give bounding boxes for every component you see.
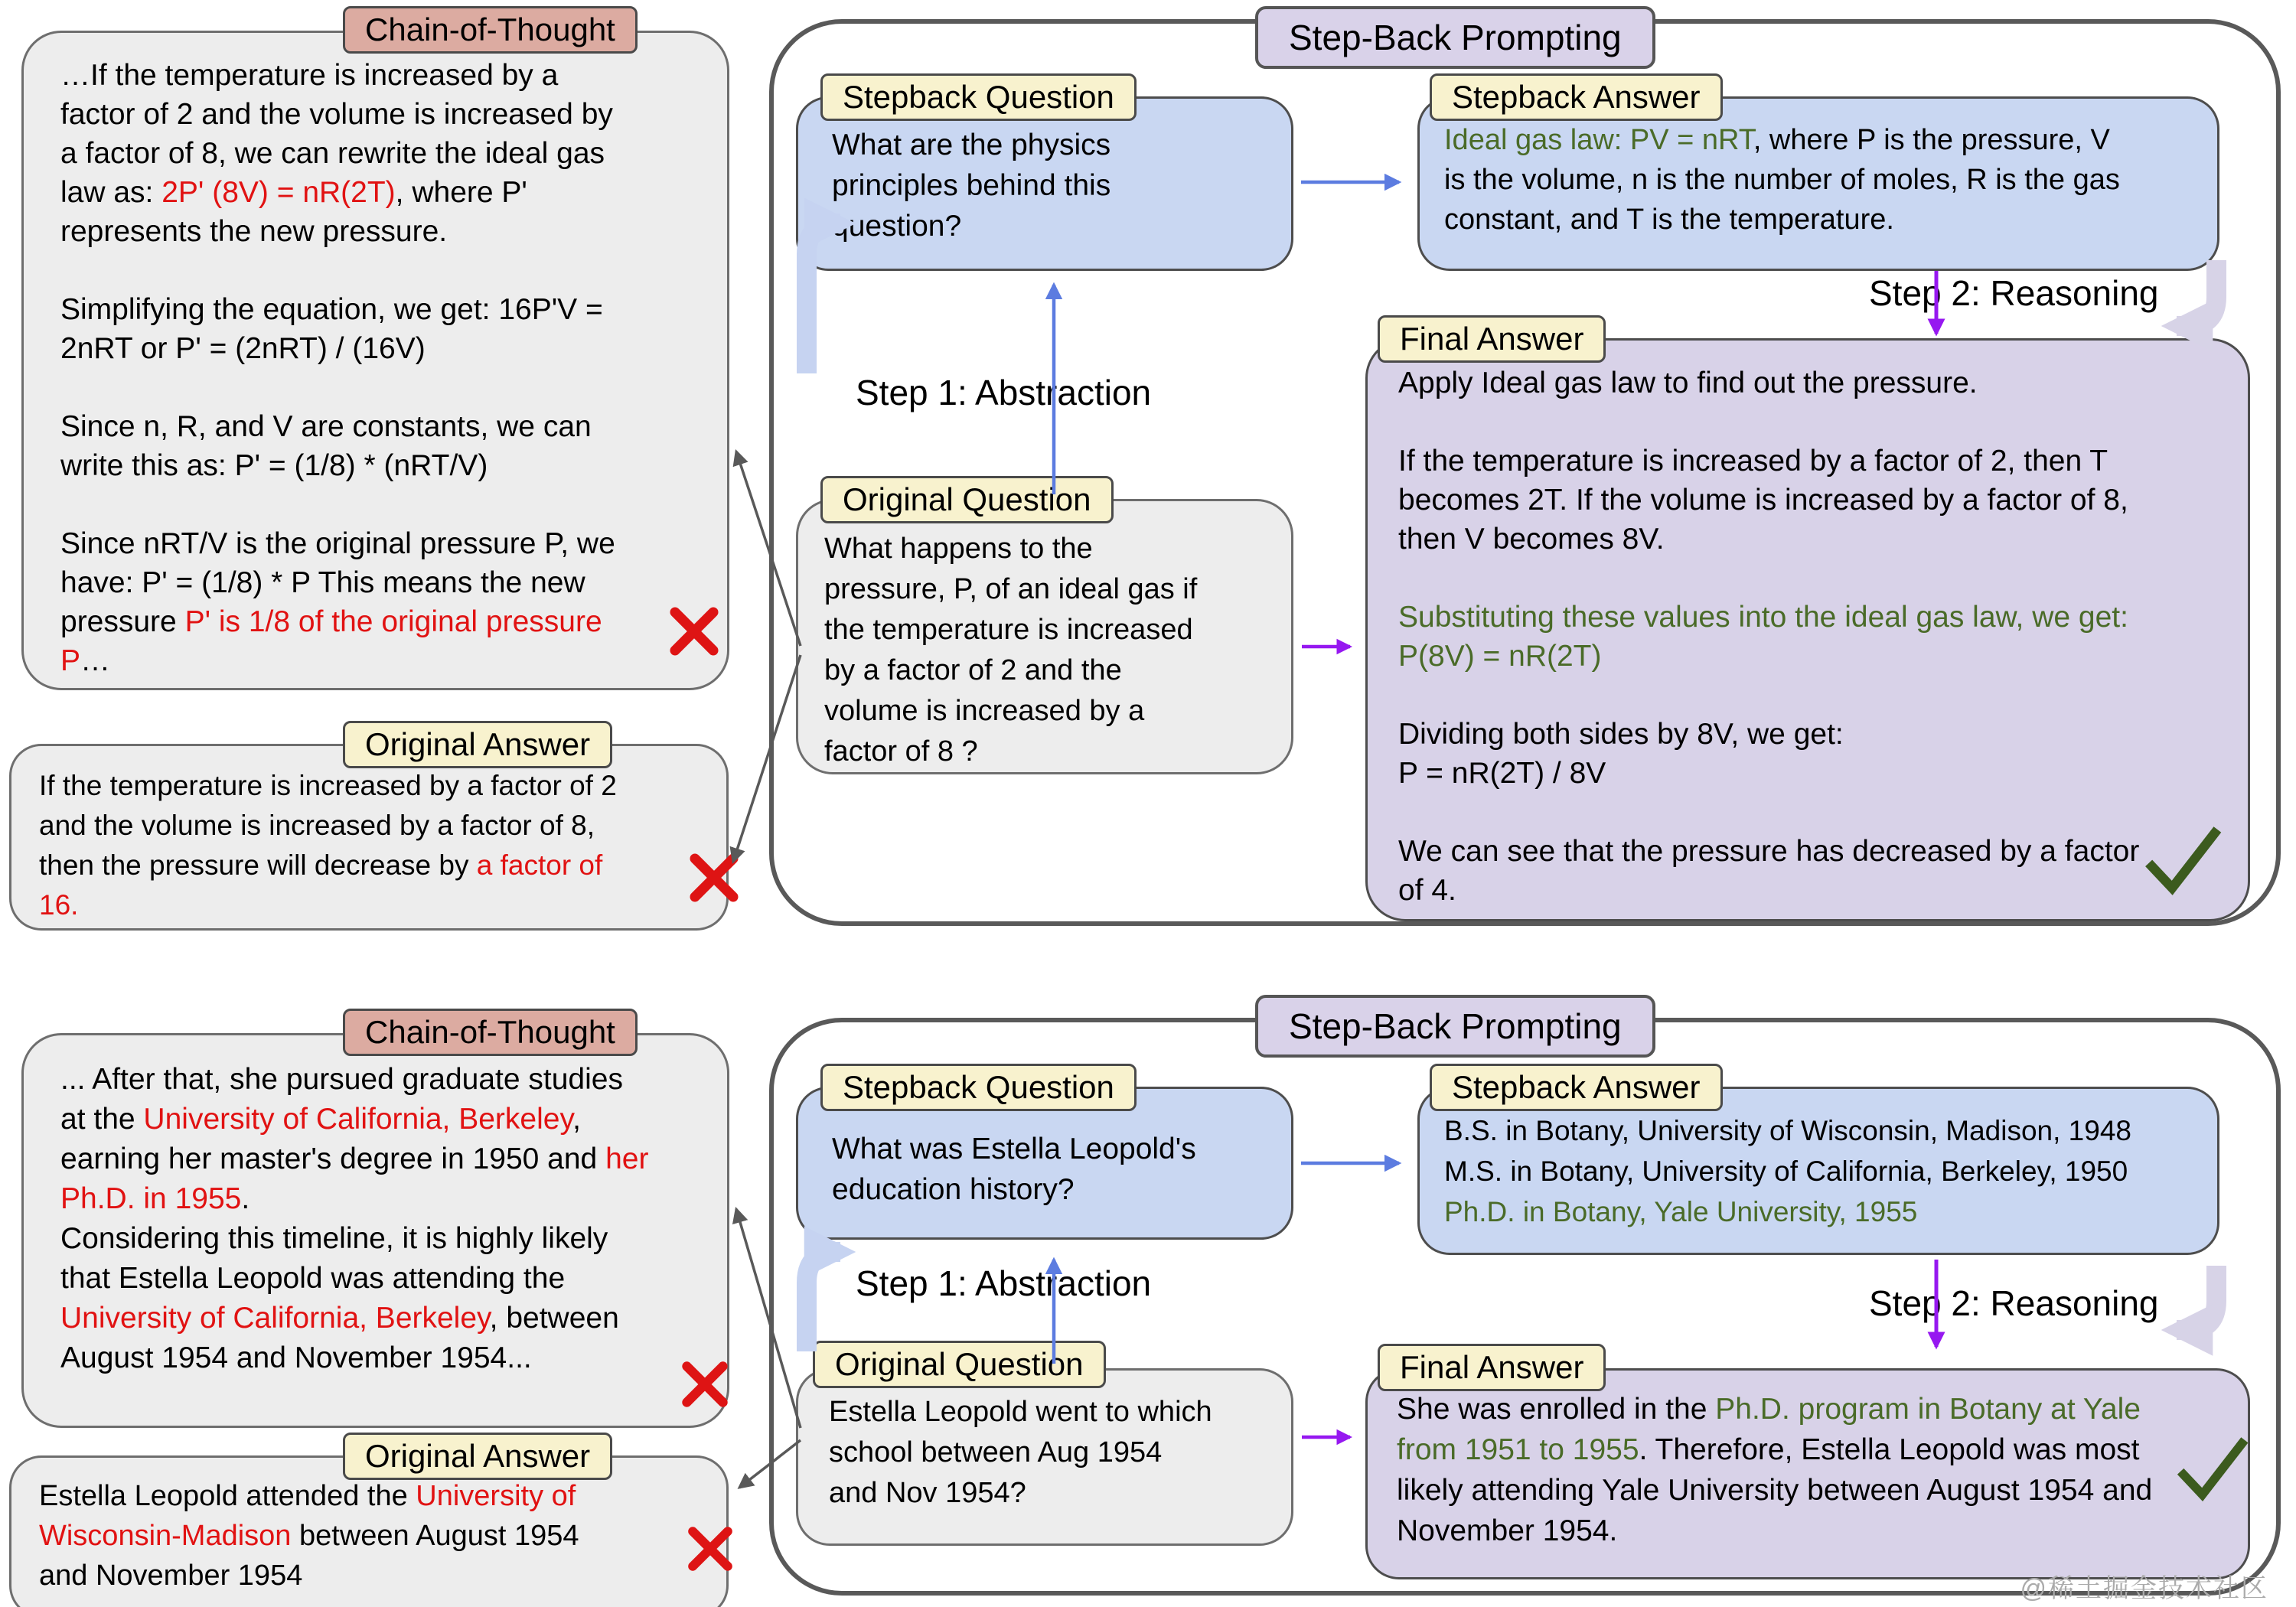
cot-label-top: Chain-of-Thought (343, 6, 638, 54)
original-answer-label-bottom: Original Answer (343, 1433, 612, 1480)
final-answer-label-top: Final Answer (1378, 315, 1606, 363)
original-answer-text-top: If the temperature is increased by a factor of 2 and the volume is increased by a factor of 8, then the pressure will decrease by a factor of 16. (39, 770, 617, 921)
cot-label-bottom: Chain-of-Thought (343, 1009, 638, 1056)
original-answer-label-top: Original Answer (343, 721, 612, 768)
stepback-question-label-top: Stepback Question (820, 73, 1137, 121)
incorrect-icon-original-answer-bottom (686, 1524, 735, 1577)
step1-label-bottom: Step 1: Abstraction (856, 1263, 1152, 1303)
stepback-question-text-top: What are the physics principles behind this question? (832, 129, 1111, 243)
stepback-question-label-bottom: Stepback Question (820, 1064, 1137, 1111)
final-answer-box-bottom (1365, 1368, 2250, 1579)
stepback-answer-box-top (1417, 96, 2219, 271)
correct-icon-final-answer-bottom (2175, 1436, 2250, 1508)
original-answer-text-bottom: Estella Leopold attended the University of Wisconsin-Madison between August 1954 and November 1954 (39, 1480, 579, 1592)
original-question-text-top: What happens to the pressure, P, of an ideal gas if the temperature is increased by a factor of 2 and the volume is increased by a factor of 8 ? (824, 533, 1198, 768)
correct-icon-final-answer-top (2143, 825, 2223, 902)
final-answer-text-top: Apply Ideal gas law to find out the pressure. If the temperature is increased by a factor of 2, then T becomes 2T. If the volume is increased by a factor of 8, then V becomes 8V. Substituting these values into the ideal gas law, we get: P(8V) = nR(2T) Dividing both sides by 8V, we get: P = nR(2T) / 8V We can see that the pressure has decreased by a factor of 4. (1398, 367, 2140, 907)
stepback-question-text-bottom: What was Estella Leopold's education history? (832, 1133, 1196, 1206)
incorrect-icon-original-answer-top (687, 851, 741, 908)
original-question-label-bottom: Original Question (813, 1341, 1106, 1388)
cot-box-top (21, 31, 729, 690)
incorrect-icon-cot-top (667, 605, 721, 662)
cot-box-bottom (21, 1033, 729, 1428)
framework-title-bottom: Step-Back Prompting (1255, 995, 1655, 1058)
cot-text-top: …If the temperature is increased by a factor of 2 and the volume is increased by a factor of 8, we can rewrite the ideal gas law as: 2P' (8V) = nR(2T), where P' represents the new pressure. Simplifying the equation, we get: 16P'V = 2nRT or P' = (2nRT) / (16V) Since n, R, and V are constants, we can write this as: P' = (1/8) * (nRT/V) Since nRT/V is the original pressure P, we have: P' = (1/8) * P This means the new pressure P' is 1/8 of the original pressure P… (60, 59, 615, 677)
original-question-box-top (796, 499, 1293, 774)
stepback-answer-box-bottom (1417, 1087, 2219, 1255)
cot-text-bottom: ... After that, she pursued graduate studies at the University of California, Berkeley, earning her master's degree in 1950 and her Ph.D. in 1955. Considering this timeline, it is highly likely that Estella Leopold was attending the University of California, Berkeley, between August 1954 and November 1954... (60, 1063, 649, 1374)
final-answer-box-top (1365, 338, 2250, 921)
original-answer-box-top (9, 744, 729, 931)
final-answer-text-bottom: She was enrolled in the Ph.D. program in Botany at Yale from 1951 to 1955. Therefore, Estella Leopold was most likely attending Yale University between August 1954 and November 1954. (1397, 1393, 2153, 1547)
step2-label-bottom: Step 2: Reasoning (1869, 1283, 2159, 1323)
incorrect-icon-cot-bottom (680, 1359, 730, 1413)
original-question-box-bottom (796, 1368, 1293, 1546)
original-question-text-bottom: Estella Leopold went to which school between Aug 1954 and Nov 1954? (829, 1396, 1212, 1509)
stepback-answer-text-bottom: B.S. in Botany, University of Wisconsin, Madison, 1948 M.S. in Botany, University of California, Berkeley, 1950 Ph.D. in Botany, Yale University, 1955 (1444, 1115, 2131, 1227)
final-answer-label-bottom: Final Answer (1378, 1344, 1606, 1391)
stepback-answer-label-bottom: Stepback Answer (1430, 1064, 1723, 1111)
step1-label-top: Step 1: Abstraction (856, 373, 1152, 412)
original-question-label-top: Original Question (820, 476, 1114, 523)
watermark: @稀土掘金技术社区 (2020, 1574, 2268, 1603)
framework-title-top: Step-Back Prompting (1255, 6, 1655, 69)
stepback-answer-text-top: Ideal gas law: PV = nRT, where P is the pressure, V is the volume, n is the number of moles, R is the gas constant, and T is the temperature. (1444, 124, 2120, 236)
stepback-answer-label-top: Stepback Answer (1430, 73, 1723, 121)
stepback-question-box-top (796, 96, 1293, 271)
step2-label-top: Step 2: Reasoning (1869, 273, 2159, 313)
